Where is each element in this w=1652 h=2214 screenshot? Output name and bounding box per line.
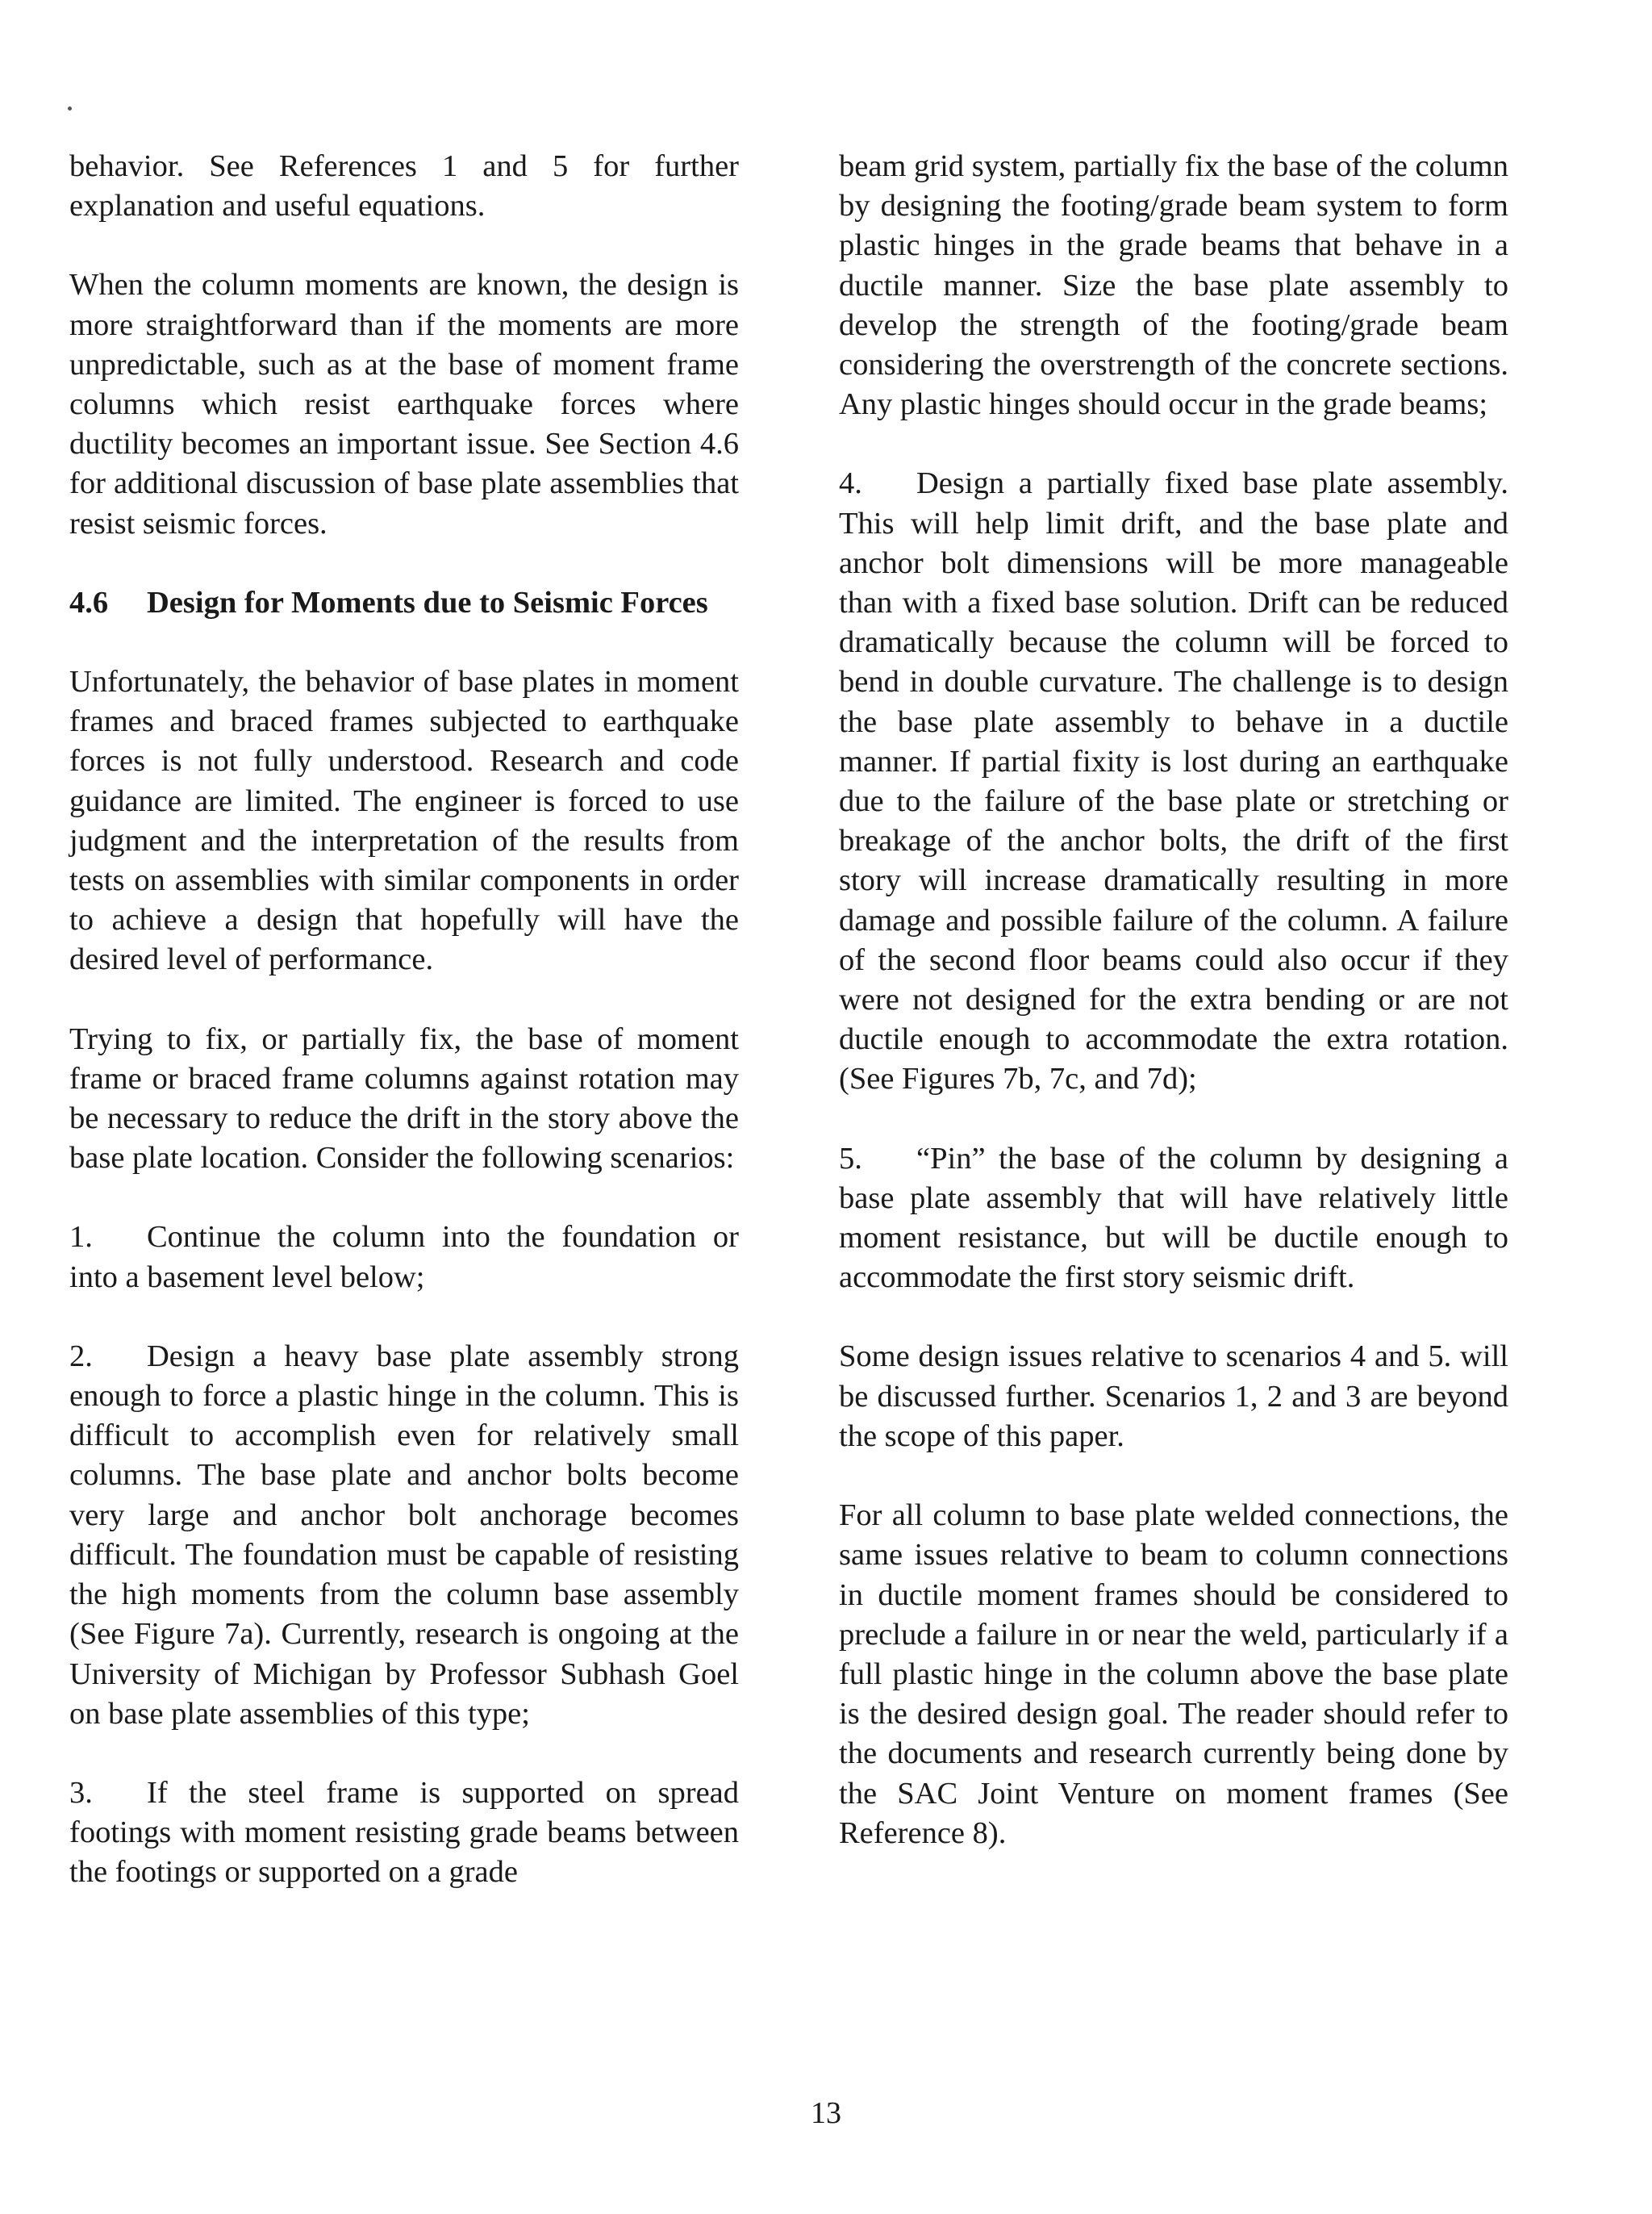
list-item-3 — [69, 1773, 739, 1893]
left-column — [69, 147, 739, 1932]
list-item-text: Continue the column into the foundation or into a basement level below; — [69, 1220, 739, 1294]
page-number: 13 — [811, 2096, 841, 2130]
list-item-1 — [69, 1218, 739, 1297]
paragraph-column-moments: When the column moments are known, the design is more straightforward than if the moments are more unpredictable, such as at the base of moment frame columns which resist earthquake forces where ductility becomes an important issue. See Section 4.6 for additional discussion of base plate assemblies that resist seismic forces. — [69, 268, 739, 541]
list-item-text: Design a heavy base plate assembly strong enough to force a plastic hinge in the column. This is difficult to accomplish even for relatively small columns. The base plate and anchor bolts become very large and anchor bolt anchorage becomes difficult. The foundation must be capable of resisting the high moments from the column base assembly (See Figure 7a). Currently, research is ongoing at the University of Michigan by Professor Subhash Goel on base plate assemblies of this type; — [69, 1339, 739, 1731]
list-item-number: 1. — [69, 1220, 93, 1255]
list-item-3-continued: beam grid system, partially fix the base of the column by designing the footing/grade beam system to form plastic hinges in the grade beams that behave in a ductile manner. Size the base plate assembly to develop the strength of the footing/grade beam considering the overstrength of the concrete sections. Any plastic hinges should occur in the grade beams; — [839, 149, 1508, 422]
list-item-5 — [839, 1139, 1508, 1298]
paragraph-unfortunately: Unfortunately, the behavior of base plates in moment frames and braced frames subjected to earthquake forces is not fully understood. Research and code guidance are limited. The engineer is forced to use judgment and the interpretation of the results from tests on assemblies with similar components in order to achieve a design that hopefully will have the desired level of performance. — [69, 665, 739, 977]
list-item-text: “Pin” the base of the column by designing a base plate assembly that will have relatively little moment resistance, but will be ductile enough to accommodate the first story seismic drift. — [839, 1141, 1508, 1295]
list-item-text: If the steel frame is supported on spread footings with moment resisting grade beams between the footings or supported on a grade — [69, 1775, 739, 1890]
list-item-number: 2. — [69, 1339, 93, 1373]
paragraph-trying-to-fix: Trying to fix, or partially fix, the base of moment frame or braced frame columns against rotation may be necessary to reduce the drift in the story above the base plate location. Consider the following scenarios: — [69, 1021, 739, 1176]
list-item-number: 3. — [69, 1775, 93, 1810]
paragraph-design-issues: Some design issues relative to scenarios 4 and 5. will be discussed further. Scenarios 1, 2 and 3 are beyond the scope of this paper. — [839, 1339, 1508, 1453]
section-title: Design for Moments due to Seismic Forces — [147, 585, 708, 620]
section-heading — [69, 583, 739, 623]
paragraph-behavior: behavior. See References 1 and 5 for further explanation and useful equations. — [69, 149, 739, 223]
right-column — [839, 147, 1508, 1893]
list-item-text: Design a partially fixed base plate assembly. This will help limit drift, and the base plate and anchor bolt dimensions will be more manageable than with a fixed base solution. Drift can be reduced dramatically because the column will be forced to bend in double curvature. The challenge is to design the base plate assembly to behave in a ductile manner. If partial fixity is lost during an earthquake due to the failure of the base plate or stretching or breakage of the anchor bolts, the drift of the first story will increase dramatically resulting in more damage and possible failure of the column. A failure of the second floor beams could also occur if they were not designed for the extra bending or are not ductile enough to accommodate the extra rotation. (See Figures 7b, 7c, and 7d); — [839, 466, 1508, 1097]
list-item-number: 4. — [839, 466, 862, 501]
section-number: 4.6 — [69, 585, 109, 620]
list-item-4 — [839, 464, 1508, 1099]
paragraph-welded-connections: For all column to base plate welded connections, the same issues relative to beam to column connections in ductile moment frames should be considered to preclude a failure in or near the weld, particularly if a full plastic hinge in the column above the base plate is the desired design goal. The reader should refer to the documents and research currently being done by the SAC Joint Venture on moment frames (See Reference 8). — [839, 1498, 1508, 1850]
list-item-number: 5. — [839, 1141, 862, 1176]
scan-speck — [68, 107, 72, 111]
list-item-2 — [69, 1337, 739, 1734]
